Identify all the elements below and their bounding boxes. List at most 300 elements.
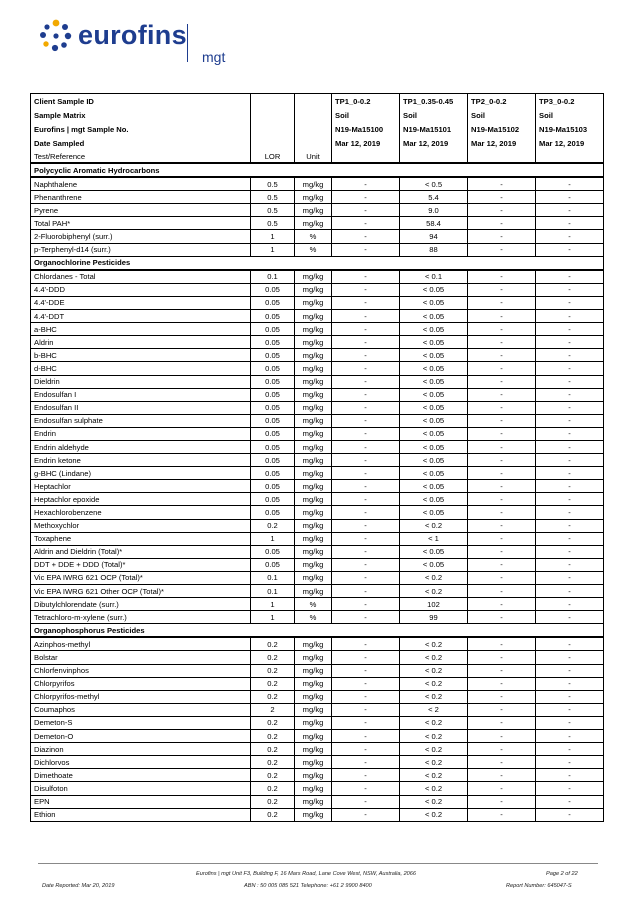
unit-value: mg/kg [295, 664, 332, 677]
result-value: - [536, 558, 604, 571]
unit-value: mg/kg [295, 414, 332, 427]
analyte-name: Endrin aldehyde [31, 440, 251, 453]
sample-header-label: Client Sample ID [31, 94, 251, 109]
result-value: < 0.2 [400, 585, 468, 598]
result-value: - [536, 454, 604, 467]
analyte-name: Aldrin and Dieldrin (Total)* [31, 545, 251, 558]
lor-value: 0.05 [251, 323, 295, 336]
result-value: - [332, 782, 400, 795]
result-value: - [468, 716, 536, 729]
result-value: - [536, 414, 604, 427]
result-value: 58.4 [400, 217, 468, 230]
table-row [31, 532, 604, 545]
result-value: - [468, 730, 536, 743]
sample-header-label: Sample Matrix [31, 108, 251, 122]
result-value: - [332, 519, 400, 532]
lor-value: 0.05 [251, 375, 295, 388]
lor-value: 0.05 [251, 349, 295, 362]
result-value: - [332, 730, 400, 743]
lor-value: 0.05 [251, 467, 295, 480]
lor-value: 0.05 [251, 545, 295, 558]
result-value: - [468, 401, 536, 414]
section-filler [332, 624, 400, 638]
result-value: - [536, 401, 604, 414]
result-value: - [468, 427, 536, 440]
result-value: - [468, 467, 536, 480]
result-value: - [468, 349, 536, 362]
table-row [31, 336, 604, 349]
table-row [31, 782, 604, 795]
result-value: - [536, 310, 604, 323]
result-value: < 0.05 [400, 310, 468, 323]
analyte-name: Demeton-O [31, 730, 251, 743]
result-value: - [332, 585, 400, 598]
unit-value: % [295, 611, 332, 624]
result-value: - [468, 323, 536, 336]
lor-value: 0.05 [251, 401, 295, 414]
result-value: < 0.05 [400, 467, 468, 480]
footer-date-reported: Date Reported: Mar 20, 2019 [42, 883, 115, 889]
result-value: - [468, 598, 536, 611]
table-row [31, 545, 604, 558]
unit-value: mg/kg [295, 782, 332, 795]
lor-value: 1 [251, 611, 295, 624]
result-value: - [468, 664, 536, 677]
result-value: - [332, 204, 400, 217]
result-value: - [332, 349, 400, 362]
analyte-name: Total PAH* [31, 217, 251, 230]
lor-value: 0.1 [251, 270, 295, 284]
result-value: - [536, 782, 604, 795]
result-value: - [332, 427, 400, 440]
result-value: - [536, 296, 604, 309]
result-value: - [536, 283, 604, 296]
result-value: - [332, 677, 400, 690]
unit-value: mg/kg [295, 283, 332, 296]
table-row [31, 454, 604, 467]
lor-value: 0.2 [251, 651, 295, 664]
lor-value: 2 [251, 703, 295, 716]
result-value: - [468, 677, 536, 690]
result-value: < 0.2 [400, 743, 468, 756]
analyte-name: Tetrachloro-m-xylene (surr.) [31, 611, 251, 624]
result-value: - [332, 310, 400, 323]
table-row [31, 664, 604, 677]
unit-value: mg/kg [295, 637, 332, 651]
unit-value: mg/kg [295, 545, 332, 558]
result-value: < 0.2 [400, 651, 468, 664]
result-value: - [536, 191, 604, 204]
table-row [31, 323, 604, 336]
result-value: - [536, 677, 604, 690]
lor-value: 0.05 [251, 427, 295, 440]
unit-value: mg/kg [295, 467, 332, 480]
result-value: - [536, 440, 604, 453]
analyte-name: Chlorpyrifos [31, 677, 251, 690]
lor-value: 0.05 [251, 283, 295, 296]
section-filler [295, 256, 332, 270]
unit-value: mg/kg [295, 743, 332, 756]
sample-header-row [31, 136, 604, 150]
section-filler [332, 256, 400, 270]
unit-value: mg/kg [295, 296, 332, 309]
sample-header-value: TP1_0-0.2 [332, 94, 400, 109]
table-row [31, 677, 604, 690]
result-value: - [468, 585, 536, 598]
result-value: < 0.2 [400, 690, 468, 703]
unit-value: mg/kg [295, 270, 332, 284]
result-value: - [332, 388, 400, 401]
result-value: - [332, 440, 400, 453]
result-value: - [332, 690, 400, 703]
result-value: - [536, 362, 604, 375]
analyte-name: 2-Fluorobiphenyl (surr.) [31, 230, 251, 243]
column-header-unit: Unit [295, 150, 332, 163]
result-value: - [536, 375, 604, 388]
result-value: - [468, 243, 536, 256]
sample-header-value: Soil [468, 108, 536, 122]
result-value: - [468, 454, 536, 467]
result-value: - [468, 414, 536, 427]
unit-value: mg/kg [295, 217, 332, 230]
result-value: < 0.05 [400, 349, 468, 362]
table-row [31, 506, 604, 519]
result-value: < 0.2 [400, 795, 468, 808]
result-value: - [332, 651, 400, 664]
result-value: - [536, 808, 604, 821]
section-filler [468, 163, 536, 177]
result-value: - [468, 637, 536, 651]
result-value: - [468, 808, 536, 821]
analyte-name: Diazinon [31, 743, 251, 756]
unit-value: mg/kg [295, 506, 332, 519]
lor-value: 0.2 [251, 730, 295, 743]
lor-value: 0.2 [251, 769, 295, 782]
table-row [31, 283, 604, 296]
sample-header-value: N19-Ma15102 [468, 122, 536, 136]
table-row [31, 598, 604, 611]
brand-name: eurofins [78, 20, 187, 50]
sample-header-row [31, 108, 604, 122]
analyte-name: 4.4'-DDT [31, 310, 251, 323]
lor-value: 0.2 [251, 664, 295, 677]
result-value: < 2 [400, 703, 468, 716]
unit-value: mg/kg [295, 177, 332, 191]
result-value: - [332, 467, 400, 480]
sample-header-blank [295, 136, 332, 150]
section-filler [400, 256, 468, 270]
result-value: - [332, 808, 400, 821]
unit-value: mg/kg [295, 204, 332, 217]
result-value: - [536, 756, 604, 769]
lor-value: 0.05 [251, 310, 295, 323]
result-value: - [468, 571, 536, 584]
section-title: Organochlorine Pesticides [31, 256, 251, 270]
result-value: - [536, 349, 604, 362]
result-value: < 0.05 [400, 362, 468, 375]
sample-header-blank [295, 94, 332, 109]
analyte-name: Disulfoton [31, 782, 251, 795]
footer-address: Eurofins | mgt Unit F3, Building F, 16 Mars Road, Lane Cove West, NSW, Australia, 2066 [196, 871, 417, 877]
sample-header-value: Mar 12, 2019 [332, 136, 400, 150]
table-row [31, 177, 604, 191]
result-value: - [332, 611, 400, 624]
sample-header-row [31, 94, 604, 109]
unit-value: mg/kg [295, 690, 332, 703]
result-value: - [332, 795, 400, 808]
analyte-name: Vic EPA IWRG 621 Other OCP (Total)* [31, 585, 251, 598]
unit-value: mg/kg [295, 519, 332, 532]
table-row [31, 414, 604, 427]
table-row [31, 191, 604, 204]
analyte-name: d-BHC [31, 362, 251, 375]
sample-header-value: Soil [332, 108, 400, 122]
table-row [31, 558, 604, 571]
result-value: < 0.05 [400, 454, 468, 467]
result-value: - [536, 690, 604, 703]
section-filler [251, 624, 295, 638]
unit-value: mg/kg [295, 454, 332, 467]
unit-value: mg/kg [295, 532, 332, 545]
unit-value: mg/kg [295, 585, 332, 598]
unit-value: mg/kg [295, 558, 332, 571]
table-row [31, 310, 604, 323]
brand-sub: mgt [202, 49, 226, 65]
result-value: 94 [400, 230, 468, 243]
unit-value: % [295, 598, 332, 611]
table-row [31, 243, 604, 256]
table-row [31, 611, 604, 624]
section-filler [536, 256, 604, 270]
result-value: < 0.2 [400, 808, 468, 821]
table-row [31, 795, 604, 808]
result-value: - [468, 388, 536, 401]
result-value: < 0.2 [400, 716, 468, 729]
table-row [31, 756, 604, 769]
table-row [31, 690, 604, 703]
result-value: - [468, 703, 536, 716]
sample-header-value: N19-Ma15101 [400, 122, 468, 136]
result-value: - [468, 506, 536, 519]
result-value: - [332, 243, 400, 256]
result-value: - [536, 585, 604, 598]
analyte-name: Heptachlor [31, 480, 251, 493]
result-value: < 0.2 [400, 769, 468, 782]
result-value: - [468, 230, 536, 243]
table-row [31, 637, 604, 651]
table-row [31, 270, 604, 284]
analyte-name: Heptachlor epoxide [31, 493, 251, 506]
lor-value: 0.05 [251, 493, 295, 506]
sample-header-blank [251, 122, 295, 136]
unit-value: mg/kg [295, 191, 332, 204]
unit-value: mg/kg [295, 795, 332, 808]
result-value: - [332, 414, 400, 427]
analyte-name: Bolstar [31, 651, 251, 664]
lor-value: 1 [251, 598, 295, 611]
lor-value: 0.2 [251, 690, 295, 703]
result-value: - [536, 598, 604, 611]
column-header-lor: LOR [251, 150, 295, 163]
result-value: - [332, 375, 400, 388]
footer-abn: ABN : 50 005 085 521 Telephone: +61 2 9900 8400 [244, 883, 372, 889]
result-value: - [332, 217, 400, 230]
result-value: - [332, 336, 400, 349]
result-value: - [332, 191, 400, 204]
unit-value: % [295, 243, 332, 256]
section-title: Polycyclic Aromatic Hydrocarbons [31, 163, 251, 177]
result-value: - [468, 296, 536, 309]
section-filler [468, 256, 536, 270]
result-value: - [536, 323, 604, 336]
sample-header-value: N19-Ma15100 [332, 122, 400, 136]
lor-value: 0.2 [251, 795, 295, 808]
analyte-name: Demeton-S [31, 716, 251, 729]
unit-value: mg/kg [295, 571, 332, 584]
result-value: - [468, 756, 536, 769]
result-value: - [536, 795, 604, 808]
analyte-name: Chlorpyrifos-methyl [31, 690, 251, 703]
analyte-name: 4.4'-DDD [31, 283, 251, 296]
lor-value: 0.2 [251, 808, 295, 821]
section-filler [468, 624, 536, 638]
lor-value: 0.2 [251, 677, 295, 690]
result-value: - [536, 716, 604, 729]
result-value: - [468, 375, 536, 388]
analyte-name: Phenanthrene [31, 191, 251, 204]
section-header-row [31, 624, 604, 638]
result-value: - [332, 664, 400, 677]
section-header-row [31, 163, 604, 177]
column-header-blank [332, 150, 400, 163]
result-value: < 0.05 [400, 336, 468, 349]
sample-header-row [31, 122, 604, 136]
unit-value: mg/kg [295, 756, 332, 769]
lor-value: 0.2 [251, 637, 295, 651]
result-value: - [332, 362, 400, 375]
column-header-blank [400, 150, 468, 163]
section-filler [251, 163, 295, 177]
table-row [31, 716, 604, 729]
table-row [31, 362, 604, 375]
result-value: - [536, 532, 604, 545]
eurofins-logo-icon [38, 18, 74, 54]
result-value: - [536, 204, 604, 217]
unit-value: mg/kg [295, 730, 332, 743]
result-value: < 0.2 [400, 519, 468, 532]
result-value: - [332, 743, 400, 756]
result-value: < 0.05 [400, 493, 468, 506]
result-value: - [332, 480, 400, 493]
section-filler [332, 163, 400, 177]
analyte-name: Ethion [31, 808, 251, 821]
table-row [31, 519, 604, 532]
analyte-name: p-Terphenyl-d14 (surr.) [31, 243, 251, 256]
result-value: - [536, 571, 604, 584]
section-filler [400, 163, 468, 177]
result-value: - [332, 283, 400, 296]
analyte-name: 4.4'-DDE [31, 296, 251, 309]
unit-value: mg/kg [295, 427, 332, 440]
lor-value: 1 [251, 243, 295, 256]
result-value: < 0.05 [400, 545, 468, 558]
table-row [31, 204, 604, 217]
lor-value: 0.2 [251, 782, 295, 795]
table-row [31, 440, 604, 453]
analyte-name: a-BHC [31, 323, 251, 336]
lor-value: 0.1 [251, 571, 295, 584]
result-value: < 0.2 [400, 677, 468, 690]
result-value: < 1 [400, 532, 468, 545]
brand-divider [187, 24, 188, 62]
result-value: - [332, 454, 400, 467]
lor-value: 0.2 [251, 743, 295, 756]
result-value: < 0.2 [400, 664, 468, 677]
lor-value: 0.2 [251, 716, 295, 729]
result-value: - [536, 651, 604, 664]
results-table [30, 93, 604, 822]
analyte-name: Naphthalene [31, 177, 251, 191]
table-row [31, 467, 604, 480]
result-value: - [468, 204, 536, 217]
result-value: - [468, 440, 536, 453]
result-value: - [536, 506, 604, 519]
result-value: - [468, 690, 536, 703]
lor-value: 0.05 [251, 558, 295, 571]
footer-page: Page 2 of 22 [546, 871, 578, 877]
result-value: - [332, 493, 400, 506]
analyte-name: Endosulfan II [31, 401, 251, 414]
result-value: - [536, 611, 604, 624]
result-value: - [536, 243, 604, 256]
section-filler [295, 624, 332, 638]
result-value: - [468, 743, 536, 756]
result-value: - [332, 716, 400, 729]
lor-value: 0.2 [251, 756, 295, 769]
unit-value: mg/kg [295, 349, 332, 362]
result-value: 5.4 [400, 191, 468, 204]
analyte-name: Hexachlorobenzene [31, 506, 251, 519]
analyte-name: Vic EPA IWRG 621 OCP (Total)* [31, 571, 251, 584]
result-value: - [468, 558, 536, 571]
analyte-name: Azinphos-methyl [31, 637, 251, 651]
result-value: - [536, 637, 604, 651]
sample-header-value: Soil [536, 108, 604, 122]
table-row [31, 493, 604, 506]
result-value: - [536, 270, 604, 284]
result-value: < 0.05 [400, 480, 468, 493]
section-filler [295, 163, 332, 177]
result-value: - [536, 480, 604, 493]
result-value: - [468, 283, 536, 296]
lor-value: 0.5 [251, 204, 295, 217]
table-row [31, 730, 604, 743]
unit-value: mg/kg [295, 336, 332, 349]
result-value: - [536, 230, 604, 243]
section-header-row [31, 256, 604, 270]
table-row [31, 427, 604, 440]
result-value: < 0.05 [400, 401, 468, 414]
result-value: - [468, 782, 536, 795]
result-value: - [468, 191, 536, 204]
result-value: < 0.2 [400, 571, 468, 584]
lor-value: 0.2 [251, 519, 295, 532]
result-value: - [468, 611, 536, 624]
result-value: - [536, 336, 604, 349]
result-value: < 0.05 [400, 296, 468, 309]
result-value: - [468, 310, 536, 323]
result-value: < 0.05 [400, 283, 468, 296]
